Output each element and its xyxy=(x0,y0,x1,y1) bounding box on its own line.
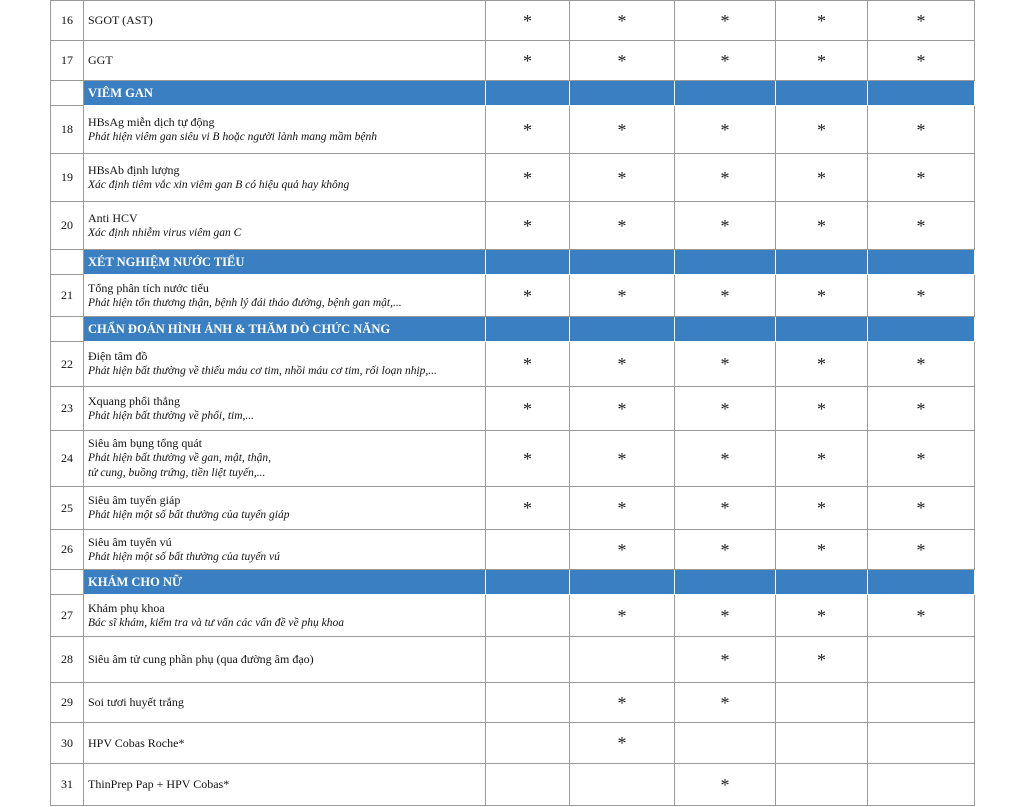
package-1-cell xyxy=(486,1,570,41)
included-star-icon: * xyxy=(817,448,826,469)
package-1-cell xyxy=(486,431,570,487)
package-2-cell xyxy=(570,683,675,723)
row-number: 23 xyxy=(51,387,84,431)
included-star-icon: * xyxy=(617,692,627,713)
test-title: HBsAg miễn dịch tự động xyxy=(88,114,215,129)
row-number: 22 xyxy=(51,342,84,387)
included-star-icon: * xyxy=(617,539,627,560)
row-number: 16 xyxy=(51,1,84,41)
package-1-cell xyxy=(486,764,570,806)
included-star-icon: * xyxy=(523,498,532,518)
package-2-cell xyxy=(570,764,675,806)
included-star-icon: * xyxy=(916,354,926,374)
package-2-cell xyxy=(570,275,675,317)
included-star-icon: * xyxy=(817,539,826,560)
included-star-icon: * xyxy=(817,50,826,71)
table-row xyxy=(51,154,975,202)
package-4-cell xyxy=(776,202,868,250)
package-5-cell xyxy=(868,154,975,202)
package-2-cell xyxy=(570,154,675,202)
package-1-cell xyxy=(486,275,570,317)
package-2-cell xyxy=(570,595,675,637)
package-2-cell xyxy=(570,387,675,431)
section-fill-cell xyxy=(486,250,570,275)
package-3-cell xyxy=(675,595,776,637)
table-row xyxy=(51,387,975,431)
test-name-cell xyxy=(84,595,486,637)
test-description: Bác sĩ khám, kiểm tra và tư vấn các vấn đề về phụ khoa xyxy=(88,616,344,629)
table-row xyxy=(51,595,975,637)
package-5-cell xyxy=(868,683,975,723)
included-star-icon: * xyxy=(523,285,532,306)
table-body xyxy=(51,1,975,806)
included-star-icon: * xyxy=(523,398,532,419)
package-2-cell xyxy=(570,487,675,530)
included-star-icon: * xyxy=(817,215,826,236)
included-star-icon: * xyxy=(720,539,730,560)
package-5-cell xyxy=(868,431,975,487)
table-row xyxy=(51,342,975,387)
table-row xyxy=(51,683,975,723)
section-header-row xyxy=(51,317,975,342)
test-description: Phát hiện viêm gan siêu vi B hoặc người lành mang mầm bệnh xyxy=(88,130,377,143)
package-3-cell xyxy=(675,723,776,764)
included-star-icon: * xyxy=(523,119,532,140)
test-name-cell xyxy=(84,723,486,764)
included-star-icon: * xyxy=(617,10,627,31)
package-2-cell xyxy=(570,530,675,570)
test-name-cell xyxy=(84,683,486,723)
included-star-icon: * xyxy=(617,50,627,71)
package-2-cell xyxy=(570,723,675,764)
section-header-row xyxy=(51,81,975,106)
package-5-cell xyxy=(868,387,975,431)
included-star-icon: * xyxy=(617,119,627,140)
package-4-cell xyxy=(776,683,868,723)
package-3-cell xyxy=(675,387,776,431)
test-title: Điện tâm đồ xyxy=(88,349,148,363)
package-5-cell xyxy=(868,106,975,154)
included-star-icon: * xyxy=(720,448,730,469)
package-5-cell xyxy=(868,723,975,764)
table-row xyxy=(51,764,975,806)
package-2-cell xyxy=(570,431,675,487)
table-row xyxy=(51,530,975,570)
package-1-cell xyxy=(486,106,570,154)
package-4-cell xyxy=(776,530,868,570)
package-5-cell xyxy=(868,764,975,806)
included-star-icon: * xyxy=(817,10,826,31)
section-fill-cell xyxy=(675,250,776,275)
included-star-icon: * xyxy=(817,285,826,306)
included-star-icon: * xyxy=(617,448,627,469)
included-star-icon: * xyxy=(617,498,627,518)
section-title: VIÊM GAN xyxy=(84,81,486,106)
package-2-cell xyxy=(570,342,675,387)
row-number: 29 xyxy=(51,683,84,723)
section-header-row xyxy=(51,250,975,275)
test-name-cell xyxy=(84,530,486,570)
test-name-cell xyxy=(84,1,486,41)
section-fill-cell xyxy=(868,570,975,595)
test-title: HBsAb định lượng xyxy=(88,162,180,177)
package-3-cell xyxy=(675,764,776,806)
included-star-icon: * xyxy=(720,215,730,236)
section-number-cell xyxy=(51,250,84,275)
package-4-cell xyxy=(776,764,868,806)
included-star-icon: * xyxy=(720,10,730,31)
test-title: Siêu âm bụng tổng quát xyxy=(88,436,202,450)
row-number: 20 xyxy=(51,202,84,250)
section-fill-cell xyxy=(570,250,675,275)
test-description: Xác định nhiễm virus viêm gan C xyxy=(88,226,242,239)
row-number: 28 xyxy=(51,637,84,683)
included-star-icon: * xyxy=(817,119,826,140)
included-star-icon: * xyxy=(916,215,926,236)
row-number: 17 xyxy=(51,41,84,81)
package-4-cell xyxy=(776,342,868,387)
section-fill-cell xyxy=(868,250,975,275)
package-3-cell xyxy=(675,683,776,723)
section-fill-cell xyxy=(776,250,868,275)
test-name-cell xyxy=(84,154,486,202)
package-1-cell xyxy=(486,41,570,81)
package-4-cell xyxy=(776,106,868,154)
package-2-cell xyxy=(570,1,675,41)
package-1-cell xyxy=(486,387,570,431)
package-5-cell xyxy=(868,637,975,683)
included-star-icon: * xyxy=(523,354,532,374)
test-name-cell xyxy=(84,342,486,387)
test-name-cell xyxy=(84,487,486,530)
package-4-cell xyxy=(776,154,868,202)
test-title: GGT xyxy=(88,53,113,67)
row-number: 24 xyxy=(51,431,84,487)
included-star-icon: * xyxy=(916,10,926,31)
included-star-icon: * xyxy=(916,285,926,306)
table-row xyxy=(51,202,975,250)
package-2-cell xyxy=(570,202,675,250)
section-fill-cell xyxy=(486,570,570,595)
included-star-icon: * xyxy=(916,167,926,188)
included-star-icon: * xyxy=(523,448,532,469)
table-row xyxy=(51,41,975,81)
package-5-cell xyxy=(868,487,975,530)
package-4-cell xyxy=(776,723,868,764)
package-3-cell xyxy=(675,342,776,387)
included-star-icon: * xyxy=(720,167,730,188)
package-5-cell xyxy=(868,41,975,81)
section-fill-cell xyxy=(675,570,776,595)
section-title: XÉT NGHIỆM NƯỚC TIỂU xyxy=(84,250,486,275)
section-number-cell xyxy=(51,570,84,595)
row-number: 18 xyxy=(51,106,84,154)
package-3-cell xyxy=(675,41,776,81)
section-fill-cell xyxy=(675,81,776,106)
section-fill-cell xyxy=(776,317,868,342)
test-title: SGOT (AST) xyxy=(88,13,153,27)
included-star-icon: * xyxy=(617,605,627,626)
section-fill-cell xyxy=(570,317,675,342)
row-number: 25 xyxy=(51,487,84,530)
package-3-cell xyxy=(675,487,776,530)
package-4-cell xyxy=(776,1,868,41)
row-number: 19 xyxy=(51,154,84,202)
test-title: Tổng phân tích nước tiểu xyxy=(88,280,209,295)
test-description: Phát hiện bất thường về phổi, tim,... xyxy=(88,409,255,422)
section-fill-cell xyxy=(570,570,675,595)
table-row xyxy=(51,106,975,154)
included-star-icon: * xyxy=(916,539,926,560)
package-3-cell xyxy=(675,1,776,41)
test-description-line-2: tử cung, buồng trứng, tiền liệt tuyến,... xyxy=(88,467,266,479)
package-3-cell xyxy=(675,106,776,154)
package-5-cell xyxy=(868,530,975,570)
package-1-cell xyxy=(486,683,570,723)
test-description: Phát hiện một số bất thường của tuyến vú xyxy=(88,550,280,563)
included-star-icon: * xyxy=(720,354,730,374)
section-fill-cell xyxy=(486,317,570,342)
package-1-cell xyxy=(486,154,570,202)
included-star-icon: * xyxy=(720,692,730,713)
package-4-cell xyxy=(776,41,868,81)
package-5-cell xyxy=(868,1,975,41)
included-star-icon: * xyxy=(523,215,532,236)
section-fill-cell xyxy=(486,81,570,106)
table-row xyxy=(51,637,975,683)
package-2-cell xyxy=(570,637,675,683)
included-star-icon: * xyxy=(916,398,926,419)
package-1-cell xyxy=(486,342,570,387)
included-star-icon: * xyxy=(916,448,926,469)
section-title: KHÁM CHO NỮ xyxy=(84,570,486,595)
package-4-cell xyxy=(776,595,868,637)
test-title: Siêu âm tử cung phần phụ (qua đường âm đạo) xyxy=(88,652,314,666)
package-5-cell xyxy=(868,595,975,637)
included-star-icon: * xyxy=(617,167,627,188)
included-star-icon: * xyxy=(916,605,926,626)
included-star-icon: * xyxy=(617,285,627,306)
package-3-cell xyxy=(675,202,776,250)
package-5-cell xyxy=(868,342,975,387)
included-star-icon: * xyxy=(817,605,826,626)
package-1-cell xyxy=(486,723,570,764)
included-star-icon: * xyxy=(720,119,730,140)
included-star-icon: * xyxy=(617,354,627,374)
section-fill-cell xyxy=(868,81,975,106)
test-name-cell xyxy=(84,431,486,487)
included-star-icon: * xyxy=(817,498,826,518)
package-table xyxy=(50,0,975,806)
included-star-icon: * xyxy=(817,354,826,374)
package-2-cell xyxy=(570,106,675,154)
included-star-icon: * xyxy=(523,10,532,31)
test-description: Xác định tiêm vắc xin viêm gan B có hiệu quả hay không xyxy=(88,178,350,191)
table-row xyxy=(51,431,975,487)
test-title: Siêu âm tuyến vú xyxy=(88,534,172,549)
package-2-cell xyxy=(570,41,675,81)
included-star-icon: * xyxy=(916,50,926,71)
test-description: Phát hiện bất thường về gan, mật, thận, xyxy=(88,452,271,464)
test-name-cell xyxy=(84,106,486,154)
test-title: Xquang phổi thẳng xyxy=(88,393,180,408)
package-5-cell xyxy=(868,202,975,250)
section-title: CHẨN ĐOÁN HÌNH ẢNH & THĂM DÒ CHỨC NĂNG xyxy=(84,317,486,342)
package-1-cell xyxy=(486,487,570,530)
package-5-cell xyxy=(868,275,975,317)
row-number: 31 xyxy=(51,764,84,806)
package-1-cell xyxy=(486,202,570,250)
package-4-cell xyxy=(776,275,868,317)
included-star-icon: * xyxy=(720,774,730,795)
test-title: Soi tươi huyết trắng xyxy=(88,695,184,709)
row-number: 30 xyxy=(51,723,84,764)
test-description: Phát hiện tổn thương thận, bệnh lý đái tháo đường, bệnh gan mật,... xyxy=(88,296,402,309)
test-title: Khám phụ khoa xyxy=(88,600,165,615)
test-description: Phát hiện bất thường về thiếu máu cơ tim, nhồi máu cơ tim, rối loạn nhịp,... xyxy=(88,365,437,377)
section-fill-cell xyxy=(776,570,868,595)
included-star-icon: * xyxy=(523,50,532,71)
package-3-cell xyxy=(675,431,776,487)
included-star-icon: * xyxy=(916,119,926,140)
section-fill-cell xyxy=(570,81,675,106)
section-number-cell xyxy=(51,317,84,342)
test-name-cell xyxy=(84,202,486,250)
row-number: 26 xyxy=(51,530,84,570)
test-title: Anti HCV xyxy=(88,210,138,225)
package-4-cell xyxy=(776,387,868,431)
included-star-icon: * xyxy=(817,649,826,670)
package-1-cell xyxy=(486,595,570,637)
package-4-cell xyxy=(776,487,868,530)
test-name-cell xyxy=(84,41,486,81)
section-fill-cell xyxy=(776,81,868,106)
test-name-cell xyxy=(84,764,486,806)
section-fill-cell xyxy=(868,317,975,342)
included-star-icon: * xyxy=(817,398,826,419)
package-4-cell xyxy=(776,431,868,487)
included-star-icon: * xyxy=(720,285,730,306)
test-title: ThinPrep Pap + HPV Cobas* xyxy=(88,777,230,791)
included-star-icon: * xyxy=(817,167,826,188)
table-row xyxy=(51,1,975,41)
row-number: 21 xyxy=(51,275,84,317)
package-3-cell xyxy=(675,637,776,683)
included-star-icon: * xyxy=(617,398,627,419)
section-number-cell xyxy=(51,81,84,106)
included-star-icon: * xyxy=(720,649,730,670)
package-1-cell xyxy=(486,637,570,683)
test-name-cell xyxy=(84,637,486,683)
table-row xyxy=(51,275,975,317)
table-row xyxy=(51,487,975,530)
included-star-icon: * xyxy=(720,398,730,419)
test-description: Phát hiện một số bất thường của tuyến giáp xyxy=(88,509,290,521)
package-3-cell xyxy=(675,530,776,570)
included-star-icon: * xyxy=(916,498,926,518)
table-row xyxy=(51,723,975,764)
included-star-icon: * xyxy=(720,50,730,71)
section-fill-cell xyxy=(675,317,776,342)
test-name-cell xyxy=(84,387,486,431)
included-star-icon: * xyxy=(720,498,730,518)
included-star-icon: * xyxy=(720,605,730,626)
package-4-cell xyxy=(776,637,868,683)
section-header-row xyxy=(51,570,975,595)
included-star-icon: * xyxy=(523,167,532,188)
package-3-cell xyxy=(675,275,776,317)
test-title: HPV Cobas Roche* xyxy=(88,735,185,750)
row-number: 27 xyxy=(51,595,84,637)
package-3-cell xyxy=(675,154,776,202)
test-name-cell xyxy=(84,275,486,317)
package-1-cell xyxy=(486,530,570,570)
included-star-icon: * xyxy=(617,733,627,753)
test-title: Siêu âm tuyến giáp xyxy=(88,493,181,507)
included-star-icon: * xyxy=(617,215,627,236)
